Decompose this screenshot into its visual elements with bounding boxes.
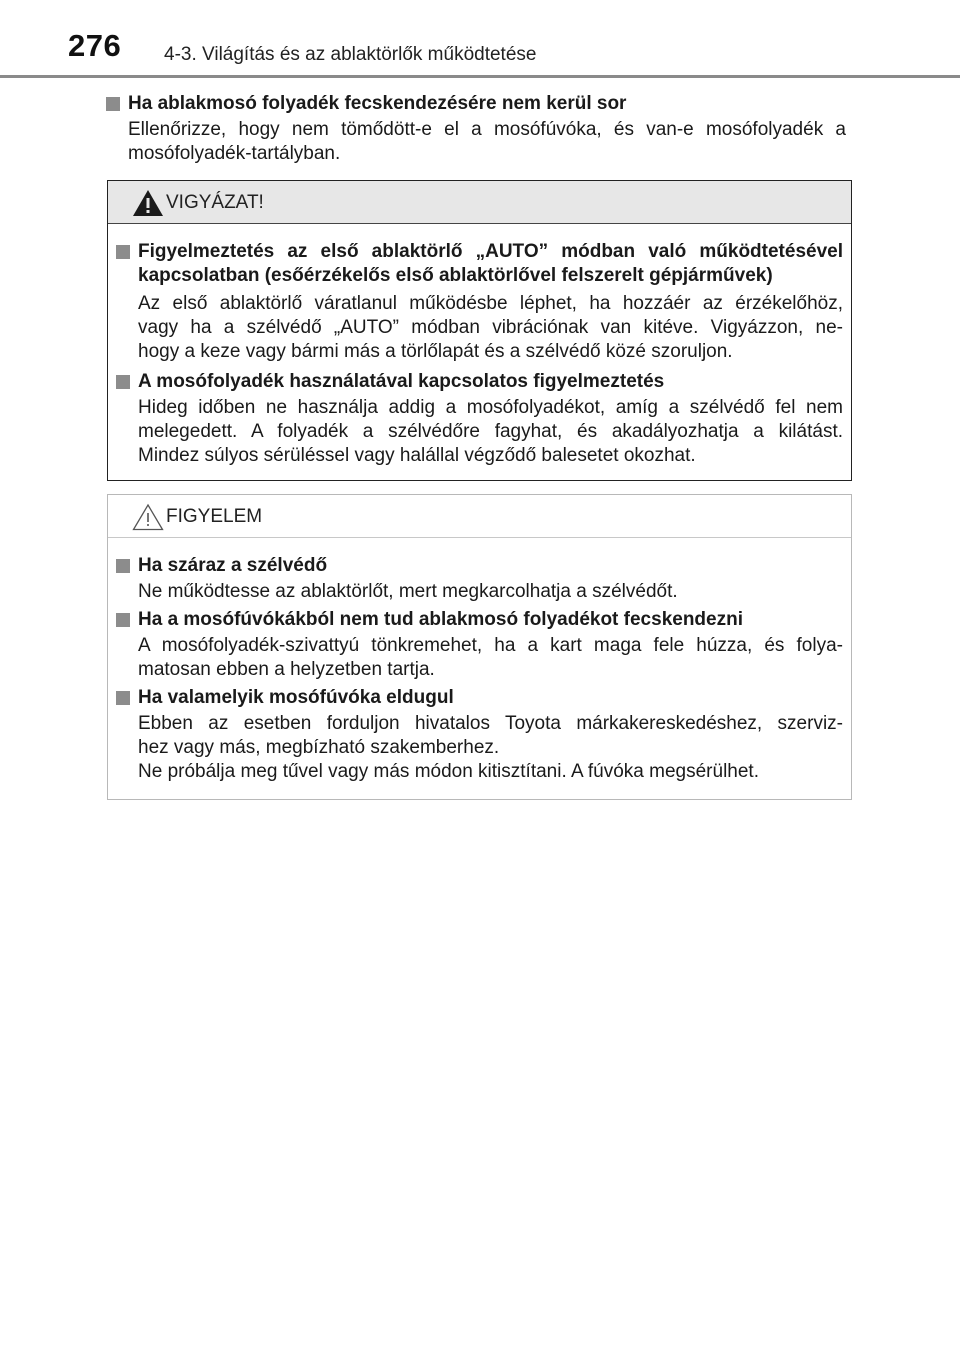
page-number: 276 xyxy=(68,28,122,63)
notice-item-body: A mosófolyadék-szivattyú tönkremehet, ha a kart maga fele húzza, és folya- matosan ebben a helyzetben tartja. xyxy=(138,635,843,680)
intro-section xyxy=(106,92,846,166)
warning-box-body xyxy=(108,224,851,468)
notice-item-body: Ebben az esetben forduljon hivatalos Toyota márkakereskedéshez, szerviz- hez vagy más, megbízható szakemberhez. Ne próbálja meg tűvel vagy más módon kitisztítani. A fúvóka megsérülhet. xyxy=(138,713,843,782)
warning-triangle-filled-icon xyxy=(132,189,164,217)
warning-item-heading: A mosófolyadék használatával kapcsolatos figyelmeztetés xyxy=(116,370,843,394)
notice-item-heading: Ha száraz a szélvédő xyxy=(116,554,843,578)
notice-box-title: FIGYELEM xyxy=(166,506,263,527)
page-header xyxy=(0,0,960,80)
notice-box xyxy=(107,494,852,800)
warning-item xyxy=(116,240,843,364)
notice-item-heading: Ha valamelyik mosófúvóka eldugul xyxy=(116,686,843,710)
notice-item xyxy=(116,608,843,682)
notice-item-body: Ne működtesse az ablaktörlőt, mert megkarcolhatja a szélvédőt. xyxy=(138,581,678,602)
warning-box-title: VIGYÁZAT! xyxy=(166,192,264,213)
intro-body: Ellenőrizze, hogy nem tömődött-e el a mosófúvóka, és van-e mosófolyadék a mosófolyadék-tartályban. xyxy=(128,119,846,164)
notice-item xyxy=(116,554,843,604)
square-bullet-icon xyxy=(116,245,130,259)
square-bullet-icon xyxy=(116,375,130,389)
square-bullet-icon xyxy=(106,97,120,111)
notice-item-heading: Ha a mosófúvókákból nem tud ablakmosó folyadékot fecskendezni xyxy=(116,608,843,632)
warning-item-body: Az első ablaktörlő váratlanul működésbe léphet, ha hozzáér az érzékelőhöz, vagy ha a szélvédő „AUTO” módban vibrációnak van kitéve. Vigyázzon, ne- hogy a keze vagy bármi más a törlőlapát és a szélvédő közé szoruljon. xyxy=(138,293,843,362)
chapter-title: 4-3. Világítás és az ablaktörlők működtetése xyxy=(164,44,537,65)
warning-item-heading: Figyelmeztetés az első ablaktörlő „AUTO” módban való működtetésével kapcsolatban (esőérzékelős első ablaktörlővel felszerelt gépjárművek) xyxy=(116,240,843,288)
square-bullet-icon xyxy=(116,559,130,573)
square-bullet-icon xyxy=(116,613,130,627)
notice-box-header xyxy=(108,495,851,538)
warning-triangle-outline-icon xyxy=(132,503,164,531)
header-rule xyxy=(0,75,960,78)
notice-item xyxy=(116,686,843,784)
warning-box xyxy=(107,180,852,481)
square-bullet-icon xyxy=(116,691,130,705)
warning-item xyxy=(116,370,843,468)
intro-heading: Ha ablakmosó folyadék fecskendezésére nem kerül sor xyxy=(106,92,846,116)
warning-box-header xyxy=(108,181,851,224)
notice-box-body xyxy=(108,538,851,784)
warning-item-body: Hideg időben ne használja addig a mosófolyadékot, amíg a szélvédő fel nem melegedett. A folyadék a szélvédőre fagyhat, és akadályozhatja a kilátást. Mindez súlyos sérüléssel vagy halállal végződő balesetet okozhat. xyxy=(138,397,843,466)
